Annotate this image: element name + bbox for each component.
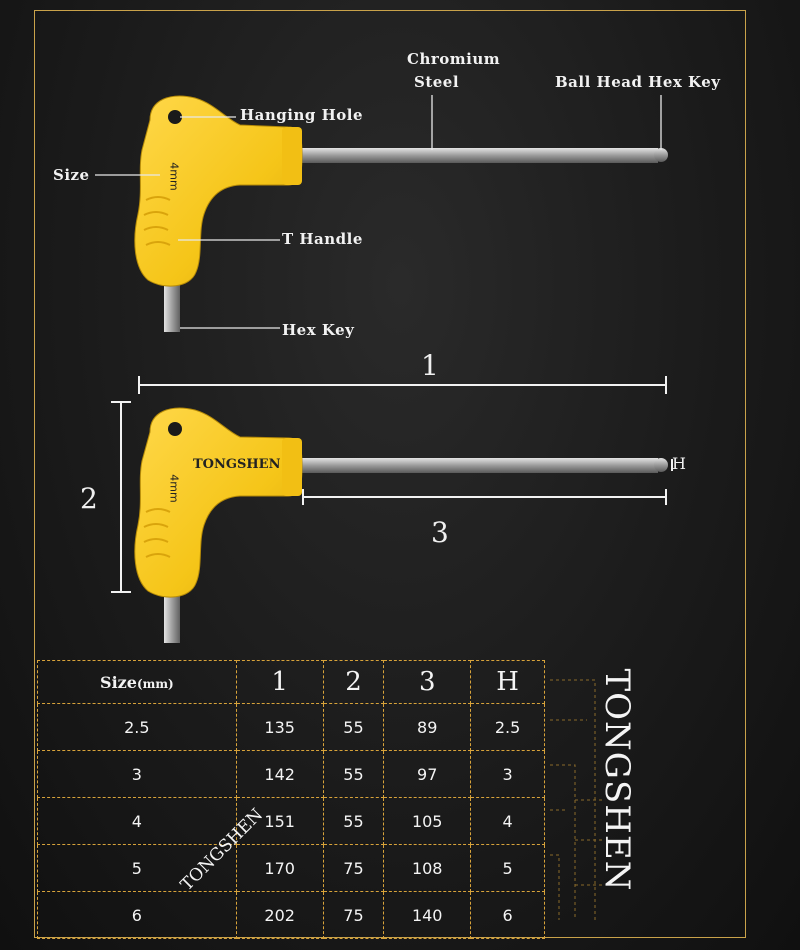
table-cell: 89 <box>384 704 471 751</box>
decorative-dashed-steps <box>545 660 605 930</box>
header-3: 3 <box>384 661 471 704</box>
header-size-text: Size <box>100 672 137 692</box>
table-cell: 75 <box>323 845 384 892</box>
table-cell: 151 <box>236 798 323 845</box>
header-h: H <box>471 661 545 704</box>
table-cell: 2.5 <box>38 704 237 751</box>
dimension-label-h: H <box>672 454 686 473</box>
label-ball-head-hex-key: Ball Head Hex Key <box>555 73 721 91</box>
upper-t-handle <box>135 96 302 286</box>
table-cell: 5 <box>38 845 237 892</box>
handle-brand-text: TONGSHEN <box>193 457 281 472</box>
table-cell: 108 <box>384 845 471 892</box>
table-row <box>38 892 545 939</box>
table-header-row <box>38 661 545 704</box>
table-cell: 75 <box>323 892 384 939</box>
table-cell: 135 <box>236 704 323 751</box>
table-cell: 5 <box>471 845 545 892</box>
dimension-label-2: 2 <box>80 482 98 515</box>
label-hanging-hole: Hanging Hole <box>240 106 364 124</box>
upper-long-shaft <box>295 148 658 163</box>
table-cell: 55 <box>323 704 384 751</box>
table-cell: 140 <box>384 892 471 939</box>
upper-handle-collar <box>282 127 302 185</box>
header-size <box>38 661 237 704</box>
lower-handle-size-mark: 4mm <box>167 474 181 503</box>
lower-hanging-hole <box>168 422 182 436</box>
label-hex-key: Hex Key <box>282 321 355 339</box>
table-cell: 3 <box>38 751 237 798</box>
lower-long-shaft <box>295 458 658 473</box>
lower-hex-key-tool <box>135 408 668 643</box>
label-size: Size <box>53 166 90 184</box>
upper-handle-size-mark: 4mm <box>167 162 181 191</box>
vertical-brand-watermark: TONGSHEN <box>597 668 637 892</box>
header-size-unit: (mm) <box>136 676 174 691</box>
label-t-handle: T Handle <box>282 230 363 248</box>
lower-handle-collar <box>282 438 302 496</box>
table-cell: 202 <box>236 892 323 939</box>
table-cell: 4 <box>38 798 237 845</box>
label-steel: Steel <box>414 73 460 91</box>
table-cell: 55 <box>323 751 384 798</box>
table-cell: 55 <box>323 798 384 845</box>
size-table <box>37 660 545 939</box>
upper-ball-head <box>654 148 668 162</box>
table-row <box>38 704 545 751</box>
label-chromium: Chromium <box>407 50 501 68</box>
dimension-label-3: 3 <box>431 516 449 549</box>
table-cell: 6 <box>471 892 545 939</box>
table-cell: 105 <box>384 798 471 845</box>
table-cell: 170 <box>236 845 323 892</box>
upper-hex-key-tool <box>135 96 668 332</box>
table-cell: 3 <box>471 751 545 798</box>
diagonal-brand-watermark: TONGSHEN <box>176 804 268 896</box>
table-row <box>38 798 545 845</box>
lower-t-handle <box>135 408 302 597</box>
table-row <box>38 751 545 798</box>
table-cell: 6 <box>38 892 237 939</box>
table-cell: 97 <box>384 751 471 798</box>
header-2: 2 <box>323 661 384 704</box>
upper-hanging-hole <box>168 110 182 124</box>
table-cell: 4 <box>471 798 545 845</box>
table-row <box>38 845 545 892</box>
dimension-label-1: 1 <box>421 349 439 382</box>
header-1: 1 <box>236 661 323 704</box>
table-cell: 142 <box>236 751 323 798</box>
table-cell: 2.5 <box>471 704 545 751</box>
lower-ball-head <box>654 458 668 472</box>
